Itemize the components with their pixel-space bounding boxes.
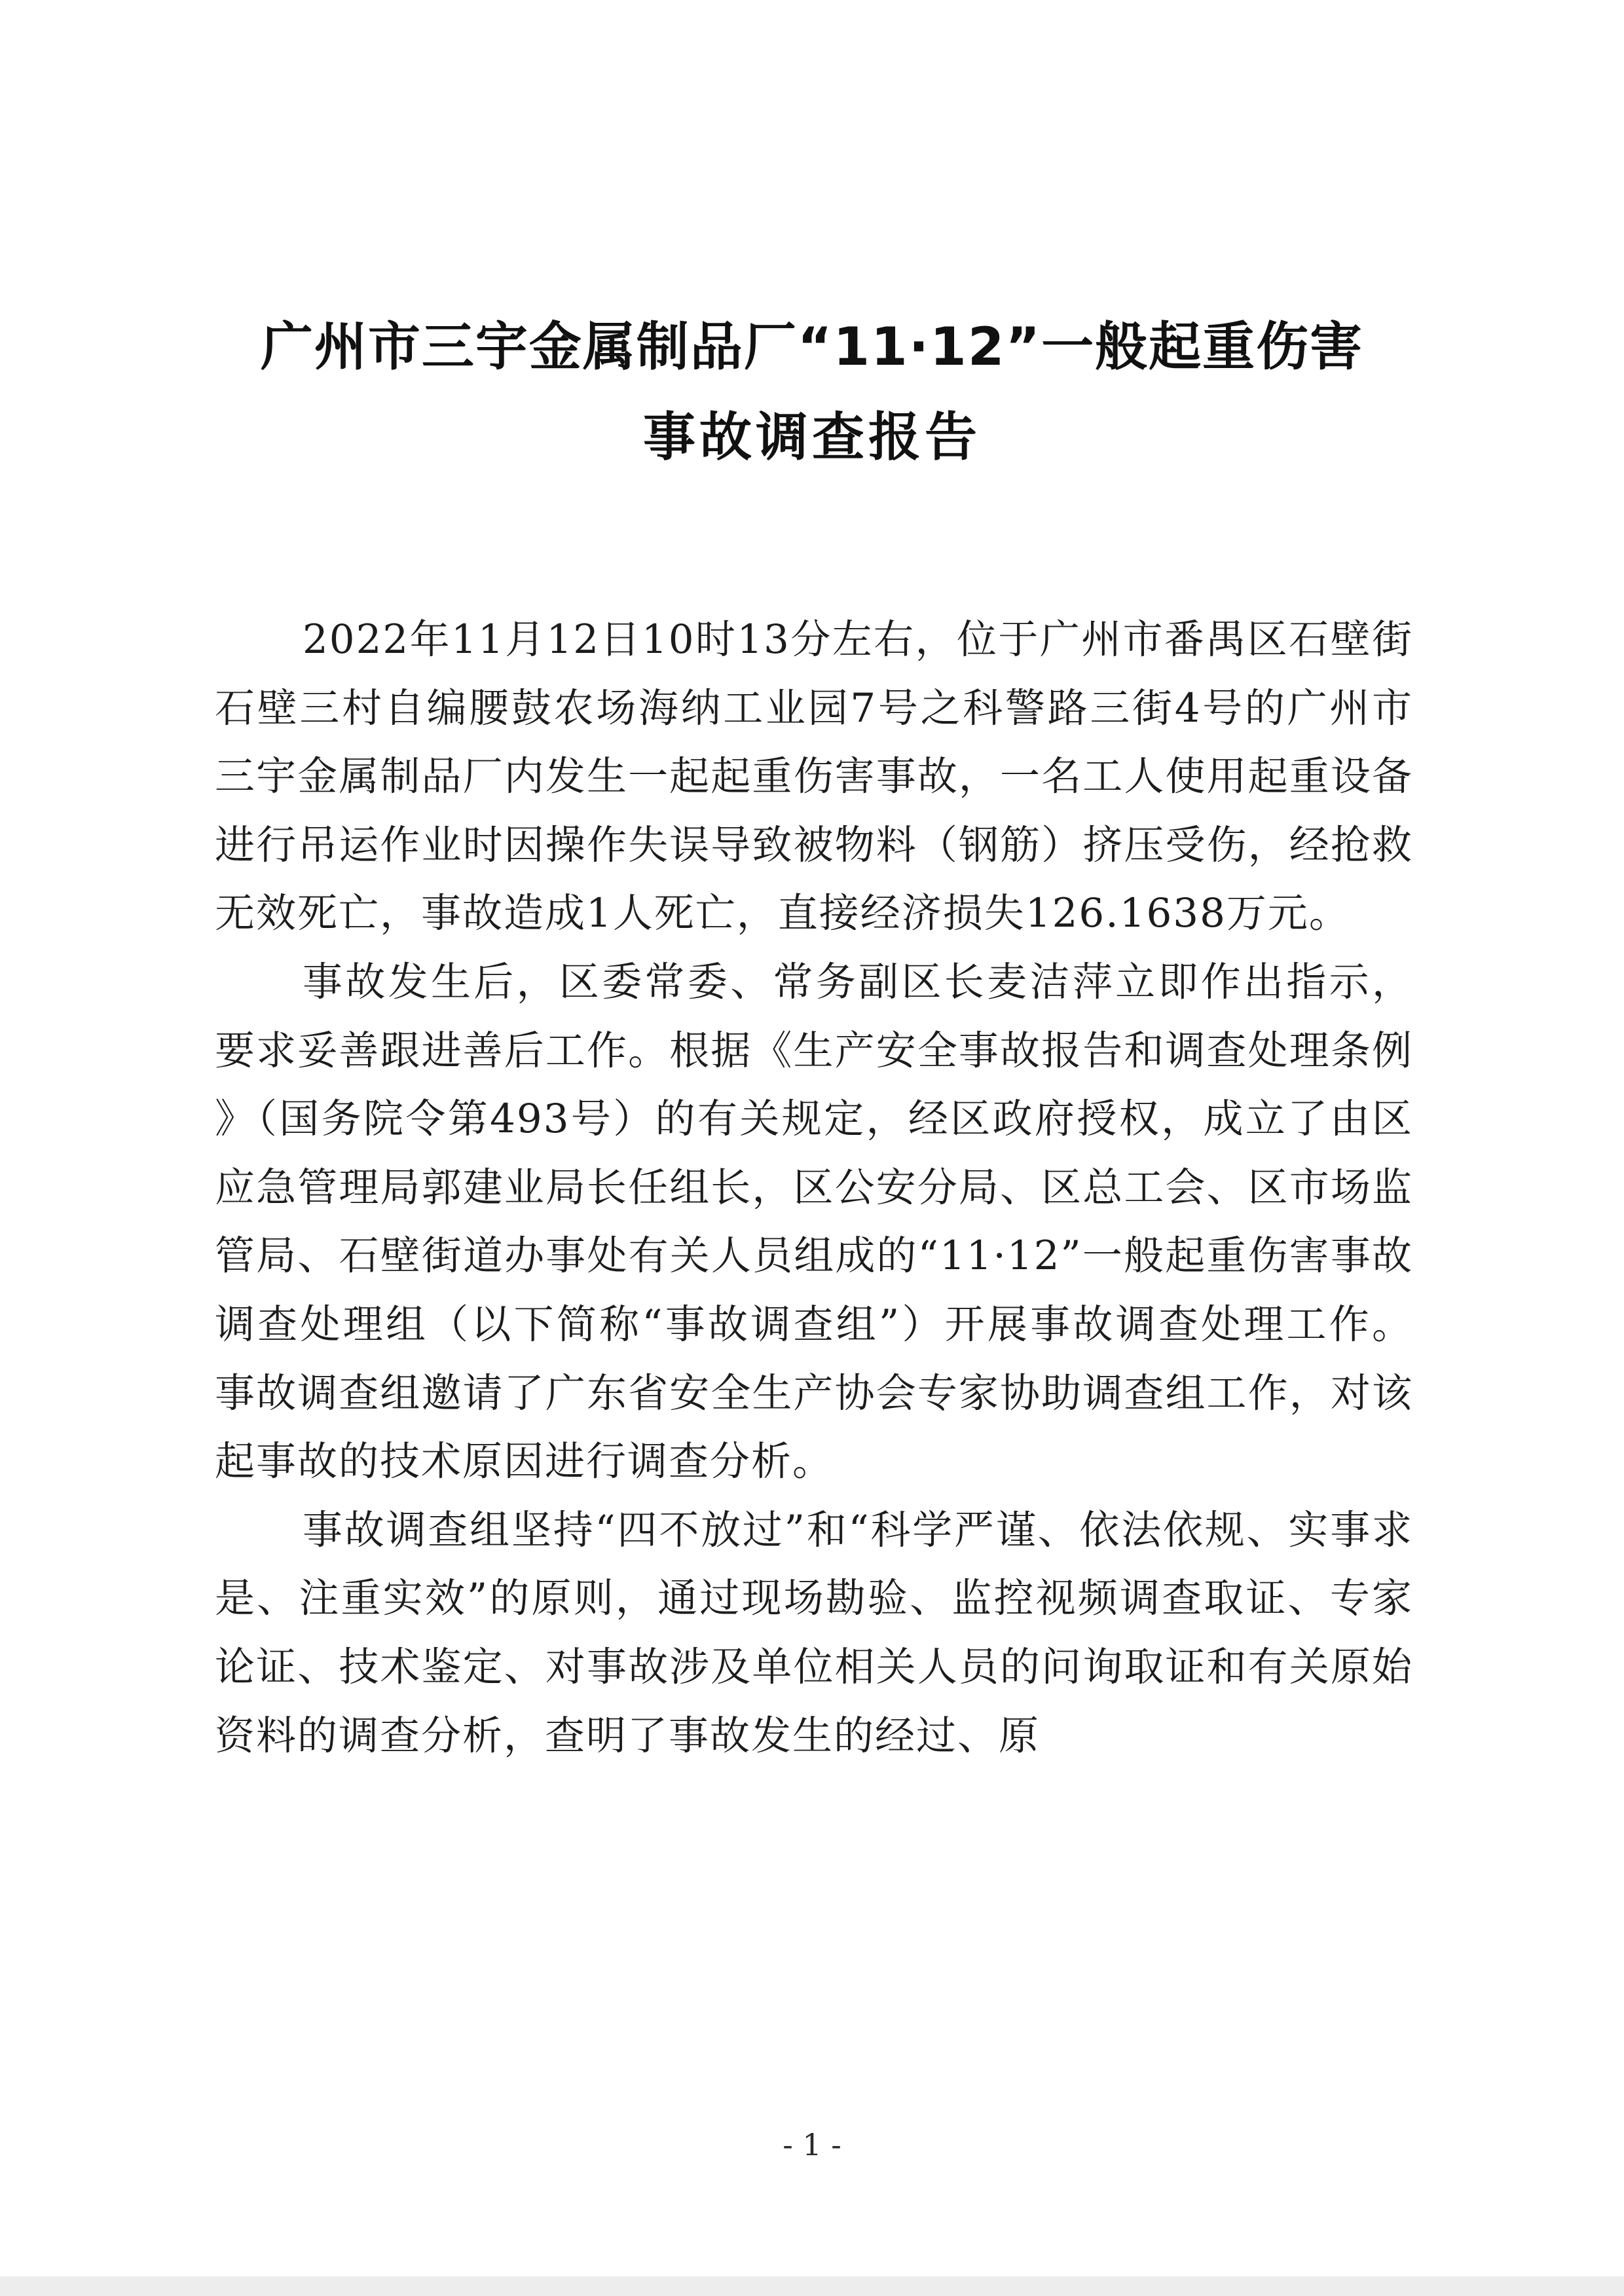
paragraph-investigation-principles: 事故调查组坚持“四不放过”和“科学严谨、依法依规、实事求是、注重实效”的原则，通过现场勘验、监控视频调查取证、专家论证、技术鉴定、对事故涉及单位相关人员的问询取证和有关原始资料的调查分析，查明了事故发生的经过、原 xyxy=(215,1506,1413,1759)
page-number: - 1 - xyxy=(783,2127,841,2162)
report-body xyxy=(215,606,1413,1770)
paragraph-investigation-team: 事故发生后，区委常委、常务副区长麦洁萍立即作出指示，要求妥善跟进善后工作。根据《生产安全事故报告和调查处理条例》（国务院令第493号）的有关规定，经区政府授权，成立了由区应急管理局郭建业局长任组长，区公安分局、区总工会、区市场监管局、石壁街道办事处有关人员组成的“11·12”一般起重伤害事故调查处理组（以下简称“事故调查组”）开展事故调查处理工作。事故调查组邀请了广东省安全生产协会专家协助调查组工作，对该起事故的技术原因进行调查分析。 xyxy=(215,958,1413,1485)
report-title-line-2: 事故调查报告 xyxy=(643,407,981,468)
paragraph-incident-summary: 2022年11月12日10时13分左右，位于广州市番禺区石壁街石壁三村自编腰鼓农场海纳工业园7号之科警路三街4号的广州市三宇金属制品厂内发生一起起重伤害事故，一名工人使用起重设备进行吊运作业时因操作失误导致被物料（钢筋）挤压受伤，经抢救无效死亡，事故造成1人死亡，直接经济损失126.1638万元。 xyxy=(215,616,1413,937)
report-title-line-1: 广州市三宇金属制品厂“11·12”一般起重伤害 xyxy=(260,316,1364,377)
scan-edge-strip xyxy=(0,2276,1624,2296)
